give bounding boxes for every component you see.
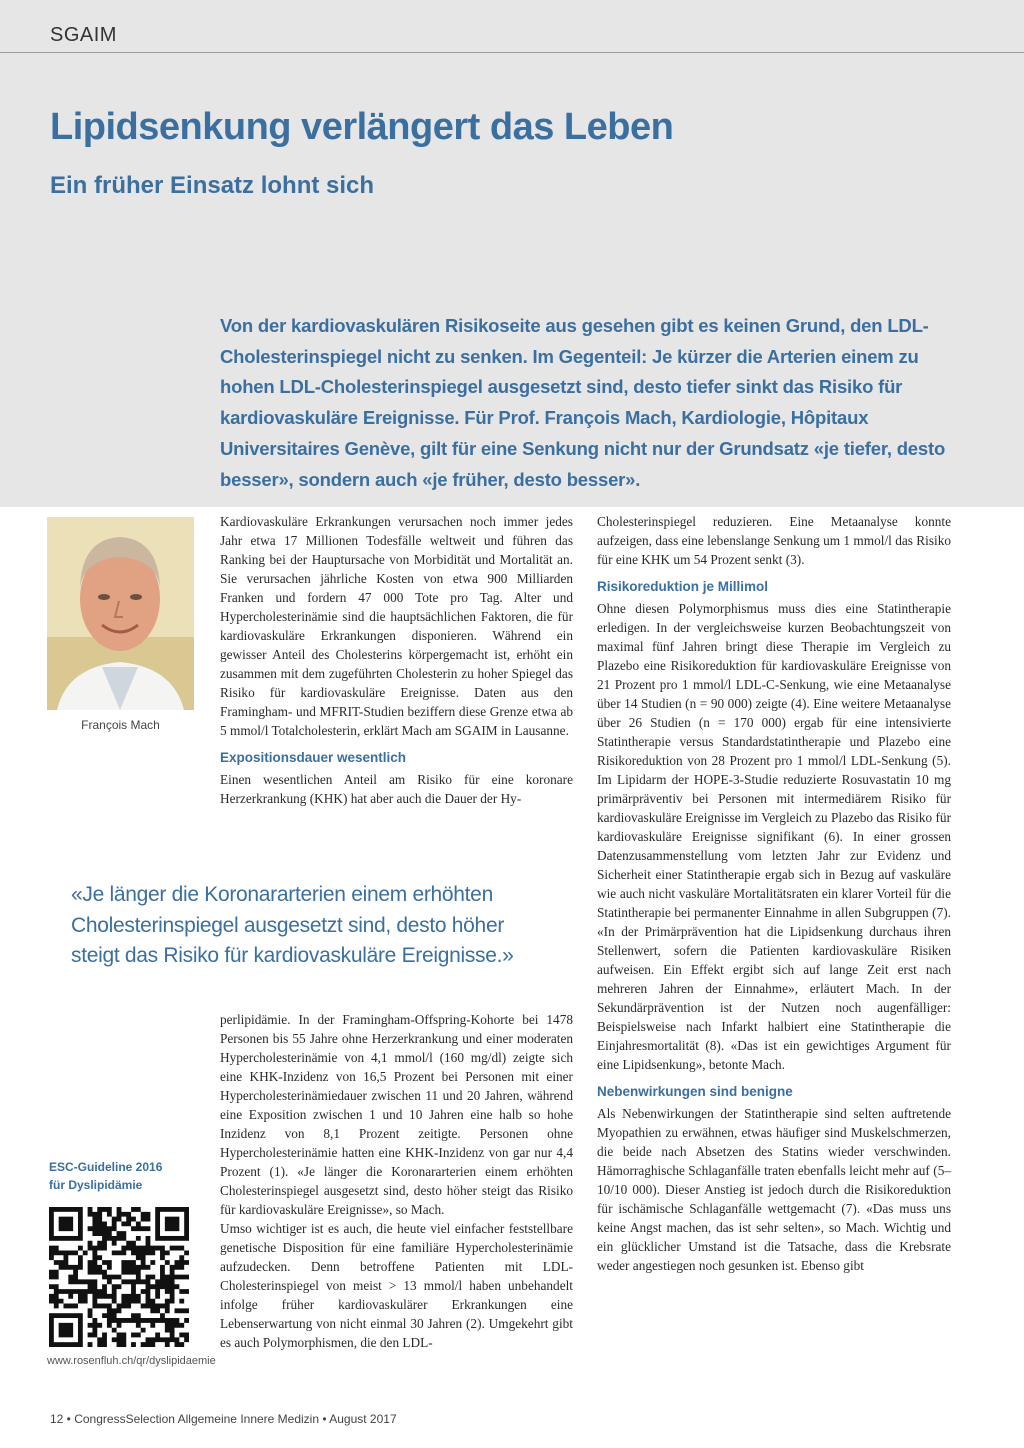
body-paragraph: Einen wesentlichen Anteil am Risiko für eine koronare Herzerkrankung (KHK) hat aber auch die Dauer der Hy- — [220, 772, 573, 806]
body-paragraph: Ohne diesen Polymorphismus muss dies eine Statintherapie erledigen. In der vergleichsweise kurzen Beobachtungszeit von maximal fünf Jahren bringt diese Therapie im Vergleich zu Plazebo eine Risikoreduktion für kardiovaskuläre Ereignisse von 21 Prozent pro 1 mmol/l LDL-C-Senkung, wie eine Metaanalyse über 14 Studien (n = 90 000) zeigte (4). Eine weitere Metaanalyse über 26 Studien (n = 170 000) ergab für eine intensivierte Statintherapie versus Standardstatintherapie und Plazebo eine Risikoreduktion von 28 Prozent pro 1 mmol/l LDL-Senkung (5). Im Lipidarm der HOPE-3-Studie reduzierte Rosuvastatin 10 mg primärpräventiv bei Personen mit intermediärem Risiko für kardiovaskuläre Ereignisse im Vergleich zu Plazebo das Risiko für kardiovaskuläre Ereignisse signifikant (6). In einer grossen Datenzusammenstellung vom letzten Jahr zur Evidenz und Sicherheit einer Statintherapie ergab sich in Bezug auf vaskuläre wie auch nicht vaskuläre Mortalitätsraten ein klarer Vorteil für die Statintherapie bei permanenter Einnahme in allen Subgruppen (7). «In der Primärprävention hat die Lipidsenkung durchaus ihren Stellenwert, sofern die Patienten kardiovaskuläre Risiken aufweisen. Ein Effekt ergibt sich auf lange Zeit erst nach mehreren Jahren der Einnahme», erläutert Mach. In der Sekundärprävention ist der Nutzen noch augenfälliger: Beispielsweise nach Infarkt halbiert eine Statintherapie die Einjahresmortalität (8). «Das ist ein gewichtiges Argument für eine Lipidsenkung», betonte Mach. — [597, 601, 952, 1072]
column-2 — [597, 512, 951, 1275]
photo-caption: François Mach — [81, 718, 160, 732]
esc-guideline-subtitle: für Dyslipidämie — [49, 1178, 143, 1192]
section-heading: Expositionsdauer wesentlich — [220, 750, 407, 765]
portrait-illustration — [47, 517, 194, 710]
body-paragraph: Als Nebenwirkungen der Statintherapie sind selten auftretende Myopathien zu erwähnen, etwas häufiger sind Muskelschmerzen, die beide nach Absetzen des Statins wieder verschwinden. Hämorraghische Schlaganfälle traten ebenfalls leicht mehr auf (5–10/10 000). Dieser Anstieg ist jedoch durch die Risikoreduktion für ischämische Schlaganfälle wettgemacht (7). «Das muss uns keine Angst machen, das ist sehr selten», so Mach. Wichtig und ein glücklicher Umstand ist die Tatsache, dass die Krebsrate weder angestiegen noch gesunken ist. Ebenso gibt — [597, 1106, 951, 1273]
section-label: SGAIM — [50, 24, 117, 46]
column-1-top — [220, 512, 573, 808]
article-subtitle: Ein früher Einsatz lohnt sich — [50, 172, 375, 199]
body-paragraph: Cholesterinspiegel reduzieren. Eine Metaanalyse konnte aufzeigen, dass eine lebenslange Senkung um 1 mmol/l das Risiko für eine KHK um 54 Prozent senkt (3). — [597, 514, 951, 567]
section-heading: Nebenwirkungen sind benigne — [597, 1084, 793, 1099]
esc-guideline-label — [49, 1158, 162, 1194]
page-footer: 12 • CongressSelection Allgemeine Innere Medizin • August 2017 — [50, 1412, 397, 1426]
body-paragraph: perlipidämie. In der Framingham-Offspring-Kohorte bei 1478 Personen bis 55 Jahre ohne Herzerkrankung und einer moderaten Hypercholesterinämie von 4,1 mmol/l (160 mg/dl) zeigte sich eine KHK-Inzidenz von 16,5 Prozent bei Personen mit einer Hypercholesterinämiedauer zwischen 11 und 20 Jahren, während eine Exposition zwischen 1 und 10 Jahren eine halb so hohe Inzidenz von 8,1 Prozent zeitigte. Personen ohne Hypercholesterinämie hatten eine KHK-Inzidenz von gar nur 4,4 Prozent (1). «Je länger die Koronararterien einem erhöhten Cholesterinspiegel ausgesetzt sind, desto höher steigt das Risiko für kardiovaskuläre Ereignisse», so Mach. — [220, 1012, 573, 1217]
body-paragraph: Umso wichtiger ist es auch, die heute viel einfacher feststellbare genetische Disposition für eine familiäre Hypercholesterinämie aufzudecken. Denn betroffene Patienten mit LDL-Cholesterinspiegel von meist > 13 mmol/l haben unbehandelt infolge früher kardiovaskulärer Erkrankungen eine Lebenserwartung von nicht einmal 30 Jahren (2). Umgekehrt gibt es auch Polymorphismen, die den LDL- — [220, 1221, 573, 1350]
qr-code-icon[interactable] — [49, 1207, 189, 1347]
header-divider — [0, 52, 1024, 53]
body-paragraph: Kardiovaskuläre Erkrankungen verursachen noch immer jedes Jahr etwa 17 Millionen Todesfälle weltweit und führen das Ranking bei der Hauptursache von Morbidität und Mortalität an. Sie verursachen jährliche Kosten von etwa 900 Milliarden Franken und fordern 47 000 Tote pro Tag. Alter und Hypercholesterinämie sind die hauptsächlichen Faktoren, die für kardiovaskuläre Erkrankungen disponieren. Während ein gewisser Anteil des Cholesterins körpergemacht ist, erhöht ein zusammen mit dem zugeführten Cholesterin zu hoher Spiegel das Risiko für kardiovaskuläre Ereignisse. Daten aus den Framingham- und MFRIT-Studien beziffern diese Grenze etwa ab 5 mmol/l Totalcholesterin, erklärt Mach am SGAIM in Lausanne. — [220, 514, 573, 738]
esc-guideline-title: ESC-Guideline 2016 — [49, 1160, 163, 1174]
column-1-bottom — [220, 1010, 573, 1352]
article-title: Lipidsenkung verlängert das Leben — [50, 106, 674, 148]
author-photo — [47, 517, 194, 710]
qr-url-link[interactable]: www.rosenfluh.ch/qr/dyslipidaemie — [47, 1355, 216, 1367]
section-heading: Risikoreduktion je Millimol — [597, 579, 769, 594]
lead-paragraph: Von der kardiovaskulären Risikoseite aus gesehen gibt es keinen Grund, den LDL-Cholesterinspiegel nicht zu senken. Im Gegenteil: Je kürzer die Arterien einem zu hohen LDL-Cholesterinspiegel ausgesetzt sind, desto tiefer sinkt das Risiko für kardiovaskuläre Ereignisse. Für Prof. François Mach, Kardiologie, Hôpitaux Universitaires Genève, gilt für eine Senkung nicht nur der Grundsatz «je tiefer, desto besser», sondern auch «je früher, desto besser». — [220, 315, 946, 490]
pull-quote: «Je länger die Koronararterien einem erhöhten Cholesterinspiegel ausgesetzt sind, desto höher steigt das Risiko für kardiovaskuläre Ereignisse.» — [71, 883, 514, 967]
qr-code-graphic — [49, 1207, 189, 1347]
